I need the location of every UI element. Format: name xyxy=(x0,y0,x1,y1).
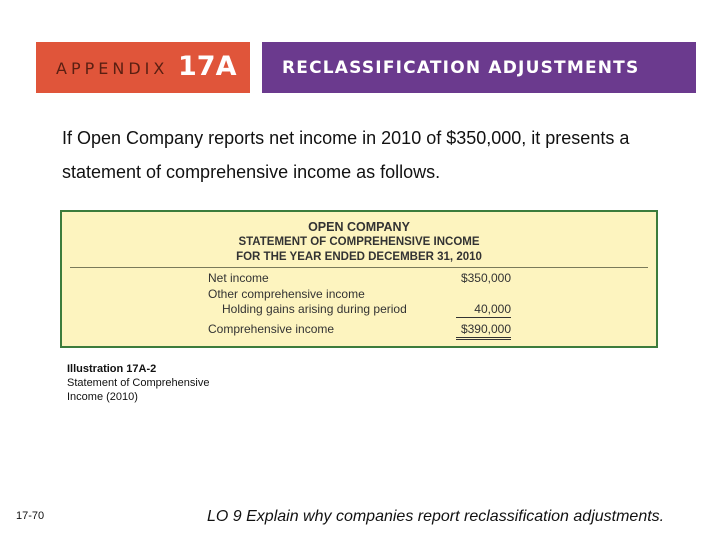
row-amount: $390,000 xyxy=(456,322,511,340)
row-label: Comprehensive income xyxy=(208,322,335,336)
row-label: Other comprehensive income xyxy=(208,287,365,301)
appendix-number: 17A xyxy=(178,51,237,82)
statement-company: OPEN COMPANY xyxy=(308,220,410,234)
caption-title: Illustration 17A-2 xyxy=(67,363,157,375)
page-title: RECLASSIFICATION ADJUSTMENTS xyxy=(282,58,640,78)
page-number: 17-70 xyxy=(16,510,45,522)
row-amount: $350,000 xyxy=(460,271,511,285)
row-label: Holding gains arising during period xyxy=(222,302,407,316)
statement-row-comprehensive-income xyxy=(208,322,511,338)
appendix-label: APPENDIX xyxy=(56,59,169,78)
statement-row-holding-gains xyxy=(208,302,511,318)
statement-divider xyxy=(70,267,648,268)
title-banner xyxy=(262,42,696,93)
intro-text: If Open Company reports net income in 2010 of $350,000, it presents a statement of comprehensive income as follows. xyxy=(62,128,630,182)
statement-row-net-income xyxy=(208,271,511,287)
learning-objective: LO 9 Explain why companies report reclassification adjustments. xyxy=(207,508,665,525)
appendix-banner xyxy=(36,42,250,93)
illustration-caption xyxy=(67,362,209,404)
row-label: Net income xyxy=(208,271,269,285)
caption-line: Statement of Comprehensive xyxy=(67,377,210,389)
row-amount: 40,000 xyxy=(456,302,511,318)
statement-title: STATEMENT OF COMPREHENSIVE INCOME xyxy=(238,236,480,248)
statement-row-oci xyxy=(208,287,511,303)
income-statement xyxy=(60,210,658,348)
statement-period: FOR THE YEAR ENDED DECEMBER 31, 2010 xyxy=(236,251,482,263)
caption-line: Income (2010) xyxy=(67,391,138,403)
